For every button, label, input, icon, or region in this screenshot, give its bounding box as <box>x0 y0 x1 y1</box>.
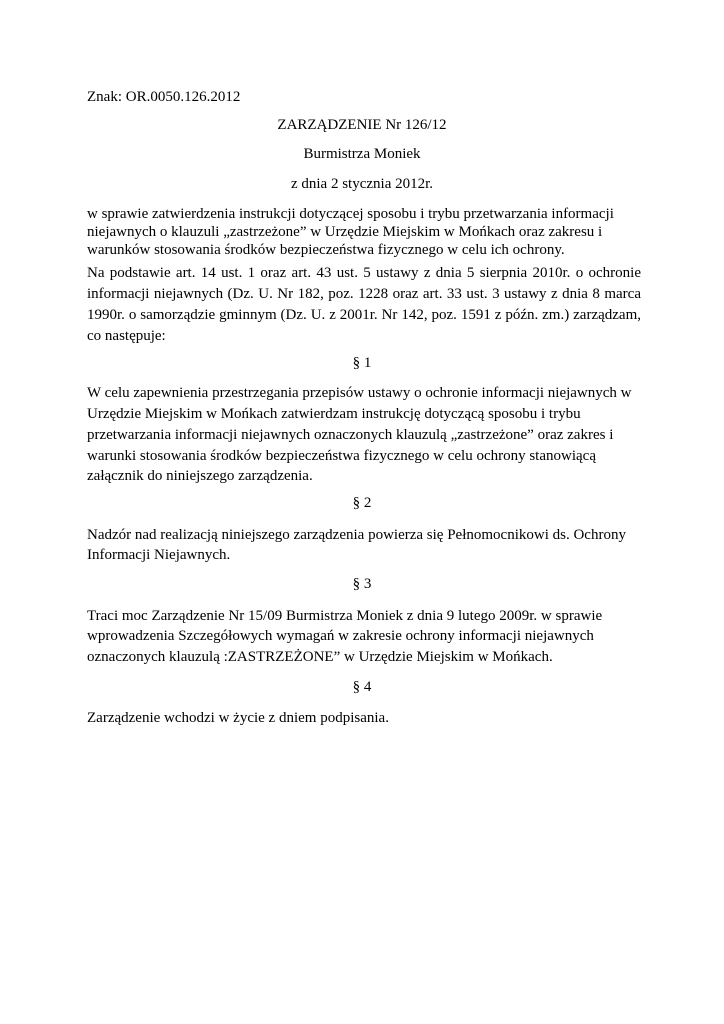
subject-line: w sprawie zatwierdzenia instrukcji dotyczącej sposobu i trybu przetwarzania informacji <box>87 206 614 222</box>
section-line: wprowadzenia Szczegółowych wymagań w zakresie ochrony informacji niejawnych <box>87 628 594 644</box>
section-heading: § 3 <box>352 576 372 592</box>
section-line: przetwarzania informacji niejawnych oznaczonych klauzulą „zastrzeżone” oraz zakres i <box>87 427 614 443</box>
subject-line: warunków stosowania środków bezpieczeństwa fizycznego w celu ich ochrony. <box>87 242 565 258</box>
section-line: warunki stosowania środków bezpieczeństwa fizycznego w celu ochrony stanowiącą <box>87 448 596 464</box>
reference-number: Znak: OR.0050.126.2012 <box>87 89 241 105</box>
section-line: Zarządzenie wchodzi w życie z dniem podpisania. <box>87 710 389 726</box>
document-title: ZARZĄDZENIE Nr 126/12 <box>277 117 447 133</box>
section-line: Urzędzie Miejskim w Mońkach zatwierdzam instrukcję dotyczącą sposobu i trybu <box>87 406 581 422</box>
section-line: załącznik do niniejszego zarządzenia. <box>87 468 313 484</box>
issuer: Burmistrza Moniek <box>303 146 421 162</box>
section-line: oznaczonych klauzulą :ZASTRZEŻONE” w Urzędzie Miejskim w Mońkach. <box>87 649 553 665</box>
legal-basis-line: 1990r. o samorządzie gminnym (Dz. U. z 2001r. Nr 142, poz. 1591 z późn. zm.) zarządzam, <box>87 307 641 323</box>
section-line: W celu zapewnienia przestrzegania przepisów ustawy o ochronie informacji niejawnych w <box>87 385 632 401</box>
section-heading: § 1 <box>352 355 372 371</box>
section-line: Informacji Niejawnych. <box>87 547 231 563</box>
legal-basis-line: co następuje: <box>87 328 166 344</box>
section-heading: § 2 <box>352 495 372 511</box>
document-date: z dnia 2 stycznia 2012r. <box>290 176 434 192</box>
legal-basis-line: informacji niejawnych (Dz. U. Nr 182, poz. 1228 oraz art. 33 ust. 3 ustawy z dnia 8 marca <box>87 286 641 302</box>
legal-basis-line: Na podstawie art. 14 ust. 1 oraz art. 43 ust. 5 ustawy z dnia 5 sierpnia 2010r. o ochronie <box>87 265 641 281</box>
subject-line: niejawnych o klauzuli „zastrzeżone” w Urzędzie Miejskim w Mońkach oraz zakresu i <box>87 224 603 240</box>
section-line: Traci moc Zarządzenie Nr 15/09 Burmistrza Moniek z dnia 9 lutego 2009r. w sprawie <box>87 608 603 624</box>
section-heading: § 4 <box>352 679 372 695</box>
section-line: Nadzór nad realizacją niniejszego zarządzenia powierza się Pełnomocnikowi ds. Ochrony <box>87 527 626 543</box>
